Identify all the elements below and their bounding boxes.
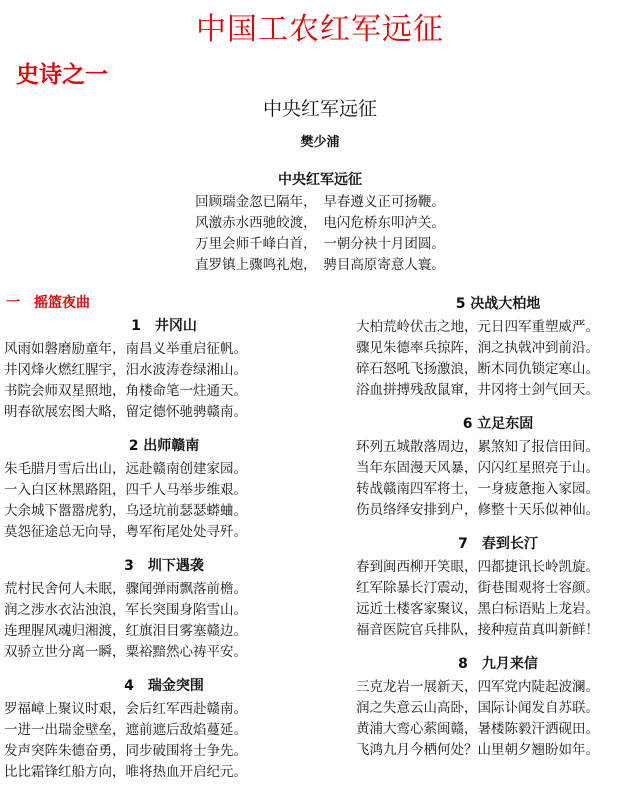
main-title: 中国工农红军远征 (196, 12, 444, 47)
poem-line: 一进一出瑞金壁垒，遮前遮后敌焰蔓延。 (4, 722, 247, 738)
poem-line: 井冈烽火燃红腥宇，汨水波涛卷绿湘山。 (4, 362, 247, 378)
poem-line: 伤员络绎安排到户，修整十天乐似神仙。 (356, 502, 599, 518)
poem-title: 5 决战大柏地 (455, 296, 541, 312)
poem-line: 连理腥风魂归湘渡，红旗泪目雾塞赣边。 (4, 623, 247, 639)
poem-line: 环列五城散落周边，累煞知了报信田间。 (356, 439, 599, 455)
poem-line: 书院会师双星照地，角楼命笔一炷通天。 (4, 383, 247, 399)
poem-line: 荒村民舍何人未眠，骤闻弹雨飘落前檐。 (4, 581, 247, 597)
poem-line: 红军除暴长汀震动，街巷围观将士容颜。 (356, 580, 599, 596)
poem-line: 一入白区林黑路阻，四千人马举步维艰。 (4, 482, 247, 498)
poem-line: 大柏荒岭伏击之地，元日四军重塑威严。 (356, 319, 599, 335)
poem-title: 6 立足东固 (462, 416, 534, 432)
right-column (356, 293, 640, 773)
intro-line: 回顾瑞金忽已隔年， 早春遵义正可扬鞭。 (195, 194, 445, 210)
poem-line: 罗福嶂上聚议时艰，会后红军西赴赣南。 (4, 701, 247, 717)
poem-line: 发声突阵朱德奋勇，同步破围将士争先。 (4, 743, 247, 759)
poem-title: 7 春到长汀 (458, 536, 538, 552)
poem-line: 双骄立世分离一瞬，粟裕黯然心祷平安。 (4, 644, 247, 660)
poem-title: 8 九月来信 (458, 656, 538, 672)
intro-line: 直罗镇上骤鸣礼炮， 骋目高原寄意人寰。 (195, 257, 445, 273)
poem-line: 比比霜锋红船方向，唯将热血开启纪元。 (4, 764, 247, 780)
poem-line: 远近土楼客家聚议，黑白标语贴上龙岩。 (356, 601, 599, 617)
poem-3 (0, 555, 320, 663)
poem-line: 飞鸿九月今栖何处？山里朝夕翘盼如年。 (356, 742, 599, 758)
intro-poem-title: 中央红军远征 (278, 172, 362, 188)
poem-8 (356, 653, 640, 761)
poem-line: 福音医院官兵排队，接种痘苗真叫新鲜！ (356, 622, 599, 638)
work-title: 中央红军远征 (262, 98, 377, 120)
poem-line: 润之失意云山高卧，国际讣闻发自苏联。 (356, 700, 599, 716)
author-name: 樊少浦 (300, 135, 340, 150)
poem-line: 浴血拼搏残敌鼠窜，井冈将士剑气回天。 (356, 382, 599, 398)
poem-line: 莫怨征途总无向导，粤军衔尾处处寻歼。 (4, 524, 247, 540)
poem-line: 三克龙岩一展新天，四军党内陡起波澜。 (356, 679, 599, 695)
poem-line: 春到闽西柳开笑眼，四都捷讯长岭凯旋。 (356, 559, 599, 575)
intro-line: 万里会师千峰白首， 一朝分袂十月团圆。 (195, 236, 445, 252)
poem-title: 3 圳下遇袭 (124, 558, 204, 574)
poem-line: 润之涉水衣沾浊浪，军长突围身陷雪山。 (4, 602, 247, 618)
poem-line: 当年东固漫天风暴，闪闪红星照亮于山。 (356, 460, 599, 476)
series-subtitle: 史诗之一 (16, 61, 108, 88)
poem-6 (356, 413, 640, 521)
poem-7 (356, 533, 640, 641)
left-column (0, 315, 320, 795)
poem-line: 黄浦大鸾心萦闽赣，暑楼陈毅汗洒砚田。 (356, 721, 599, 737)
poem-title: 1 井冈山 (131, 318, 197, 334)
poem-line: 朱毛腊月雪后出山，远赴赣南创建家园。 (4, 461, 247, 477)
poem-title: 4 瑞金突围 (124, 678, 204, 694)
poem-line: 明春欲展宏图大略，留定德怀驰骋赣南。 (4, 404, 247, 420)
poem-line: 碎石怒吼飞扬激浪，断木同仇锁定寒山。 (356, 361, 599, 377)
poem-line: 骤见朱德率兵掠阵，润之执戟冲到前沿。 (356, 340, 599, 356)
poem-1 (0, 315, 320, 423)
poem-4 (0, 675, 320, 783)
intro-line: 风激赤水西驰皎渡， 电闪危桥东叩泸关。 (195, 215, 445, 231)
poem-2 (0, 435, 320, 543)
poem-title: 2 出师赣南 (128, 438, 200, 454)
poem-5 (356, 293, 640, 401)
poem-line: 大余城下嚣嚣虎豹，乌迳坑前瑟瑟蟒蛐。 (4, 503, 247, 519)
part-label: 一 摇篮夜曲 (6, 295, 90, 311)
poem-line: 风雨如磐磨励童年，南昌义举重启征帆。 (4, 341, 247, 357)
intro-poem (0, 170, 640, 276)
poem-line: 转战赣南四军将士，一身疲惫拖入家园。 (356, 481, 599, 497)
